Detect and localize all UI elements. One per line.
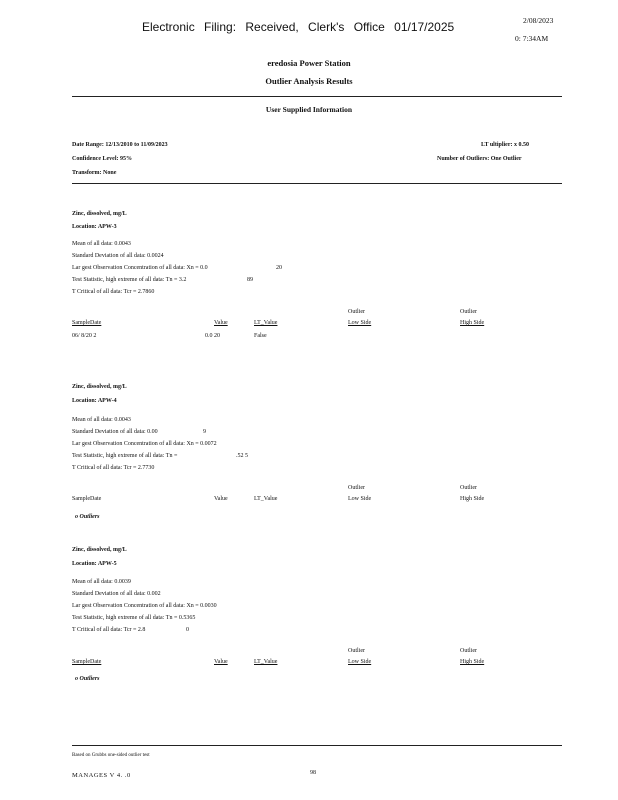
location: Location: APW-5 <box>72 561 117 567</box>
report-date: 2/08/2023 <box>523 16 554 25</box>
largest-observation: Lar gest Observation Concentration of all data: Xn = 0.0 <box>72 265 208 271</box>
col-outlier: Outlier <box>348 648 365 654</box>
t-critical: T Critical of all data: Tcr = 2.7730 <box>72 465 155 471</box>
report-time: 0: 7:34AM <box>515 34 549 43</box>
col-outlier: Outlier <box>348 485 365 491</box>
col-low-side: Low Side <box>348 320 372 326</box>
col-outlier: Outlier <box>460 485 477 491</box>
col-low-side: Low Side <box>348 659 372 665</box>
col-sample-date: SampleDate <box>72 659 102 665</box>
footer-divider <box>72 745 562 746</box>
col-low-side: Low Side <box>348 496 372 502</box>
transform: Transform: None <box>72 170 117 176</box>
t-critical: T Critical of all data: Tcr = 2.7860 <box>72 289 155 295</box>
number-of-outliers: Number of Outliers: One Outlier <box>437 156 522 162</box>
col-lt-value: LT_Value <box>254 320 278 326</box>
col-outlier: Outlier <box>460 648 477 654</box>
parameter-name: Zinc, dissolved, mg/L <box>72 547 127 553</box>
test-statistic: Test Statistic, high extreme of all data: Tn = <box>72 453 178 459</box>
parameter-name: Zinc, dissolved, mg/L <box>72 211 127 217</box>
col-value: Value <box>214 320 228 326</box>
largest-observation: Lar gest Observation Concentration of all data: Xn = 0.0072 <box>72 441 217 447</box>
parameter-name: Zinc, dissolved, mg/L <box>72 384 127 390</box>
col-outlier: Outlier <box>460 309 477 315</box>
col-outlier: Outlier <box>348 309 365 315</box>
standard-deviation: Standard Deviation of all data: 0.00 <box>72 429 158 435</box>
col-sample-date: SampleDate <box>72 320 102 326</box>
t-critical-tail: 0 <box>186 627 189 633</box>
mean: Mean of all data: 0.0043 <box>72 241 131 247</box>
page-number: 98 <box>310 770 316 776</box>
col-high-side: High Side <box>460 496 485 502</box>
t-critical: T Critical of all data: Tcr = 2.8 <box>72 627 146 633</box>
location: Location: APW-4 <box>72 398 117 404</box>
filing-stamp: Electronic Filing: Received, Clerk's Office 01/17/2025 <box>142 20 455 34</box>
mean: Mean of all data: 0.0039 <box>72 579 131 585</box>
mean: Mean of all data: 0.0043 <box>72 417 131 423</box>
footer-note: Based on Grubbs one-sided outlier test <box>72 753 150 758</box>
col-sample-date: SampleDate <box>72 496 102 502</box>
col-value: Value <box>214 659 228 665</box>
row-lt-value: False <box>254 333 267 339</box>
col-lt-value: LT_Value <box>254 496 278 502</box>
date-range: Date Range: 12/13/2010 to 11/09/2023 <box>72 142 168 148</box>
location: Location: APW-3 <box>72 224 117 230</box>
station-name: eredosia Power Station <box>267 58 351 68</box>
test-statistic: Test Statistic, high extreme of all data: Tn = 3.2 <box>72 277 187 283</box>
standard-deviation-tail: 9 <box>203 429 206 435</box>
test-statistic-tail: .52 5 <box>236 453 248 459</box>
report-title: Outlier Analysis Results <box>265 76 353 86</box>
no-outliers-note: o Outliers <box>75 514 100 520</box>
largest-observation: Lar gest Observation Concentration of all data: Xn = 0.0030 <box>72 603 217 609</box>
confidence-level: Confidence Level: 95% <box>72 156 132 162</box>
divider <box>72 183 562 184</box>
standard-deviation: Standard Deviation of all data: 0.0024 <box>72 253 164 259</box>
standard-deviation: Standard Deviation of all data: 0.002 <box>72 591 161 597</box>
largest-observation-tail: 20 <box>276 265 282 271</box>
col-value: Value <box>214 496 228 502</box>
section-title: User Supplied Information <box>265 105 353 114</box>
test-statistic-tail: 89 <box>247 277 253 283</box>
col-high-side: High Side <box>460 659 485 665</box>
lt-multiplier: LT ultiplier: x 0.50 <box>481 142 530 148</box>
software-version: MANAGES V 4. .0 <box>72 772 131 779</box>
row-value: 0.0 20 <box>205 333 220 339</box>
col-lt-value: LT_Value <box>254 659 278 665</box>
divider <box>72 96 562 97</box>
col-high-side: High Side <box>460 320 485 326</box>
no-outliers-note: o Outliers <box>75 676 100 682</box>
row-sample-date: 06/ 8/20 2 <box>72 333 97 339</box>
test-statistic: Test Statistic, high extreme of all data: Tn = 0.5365 <box>72 615 196 621</box>
